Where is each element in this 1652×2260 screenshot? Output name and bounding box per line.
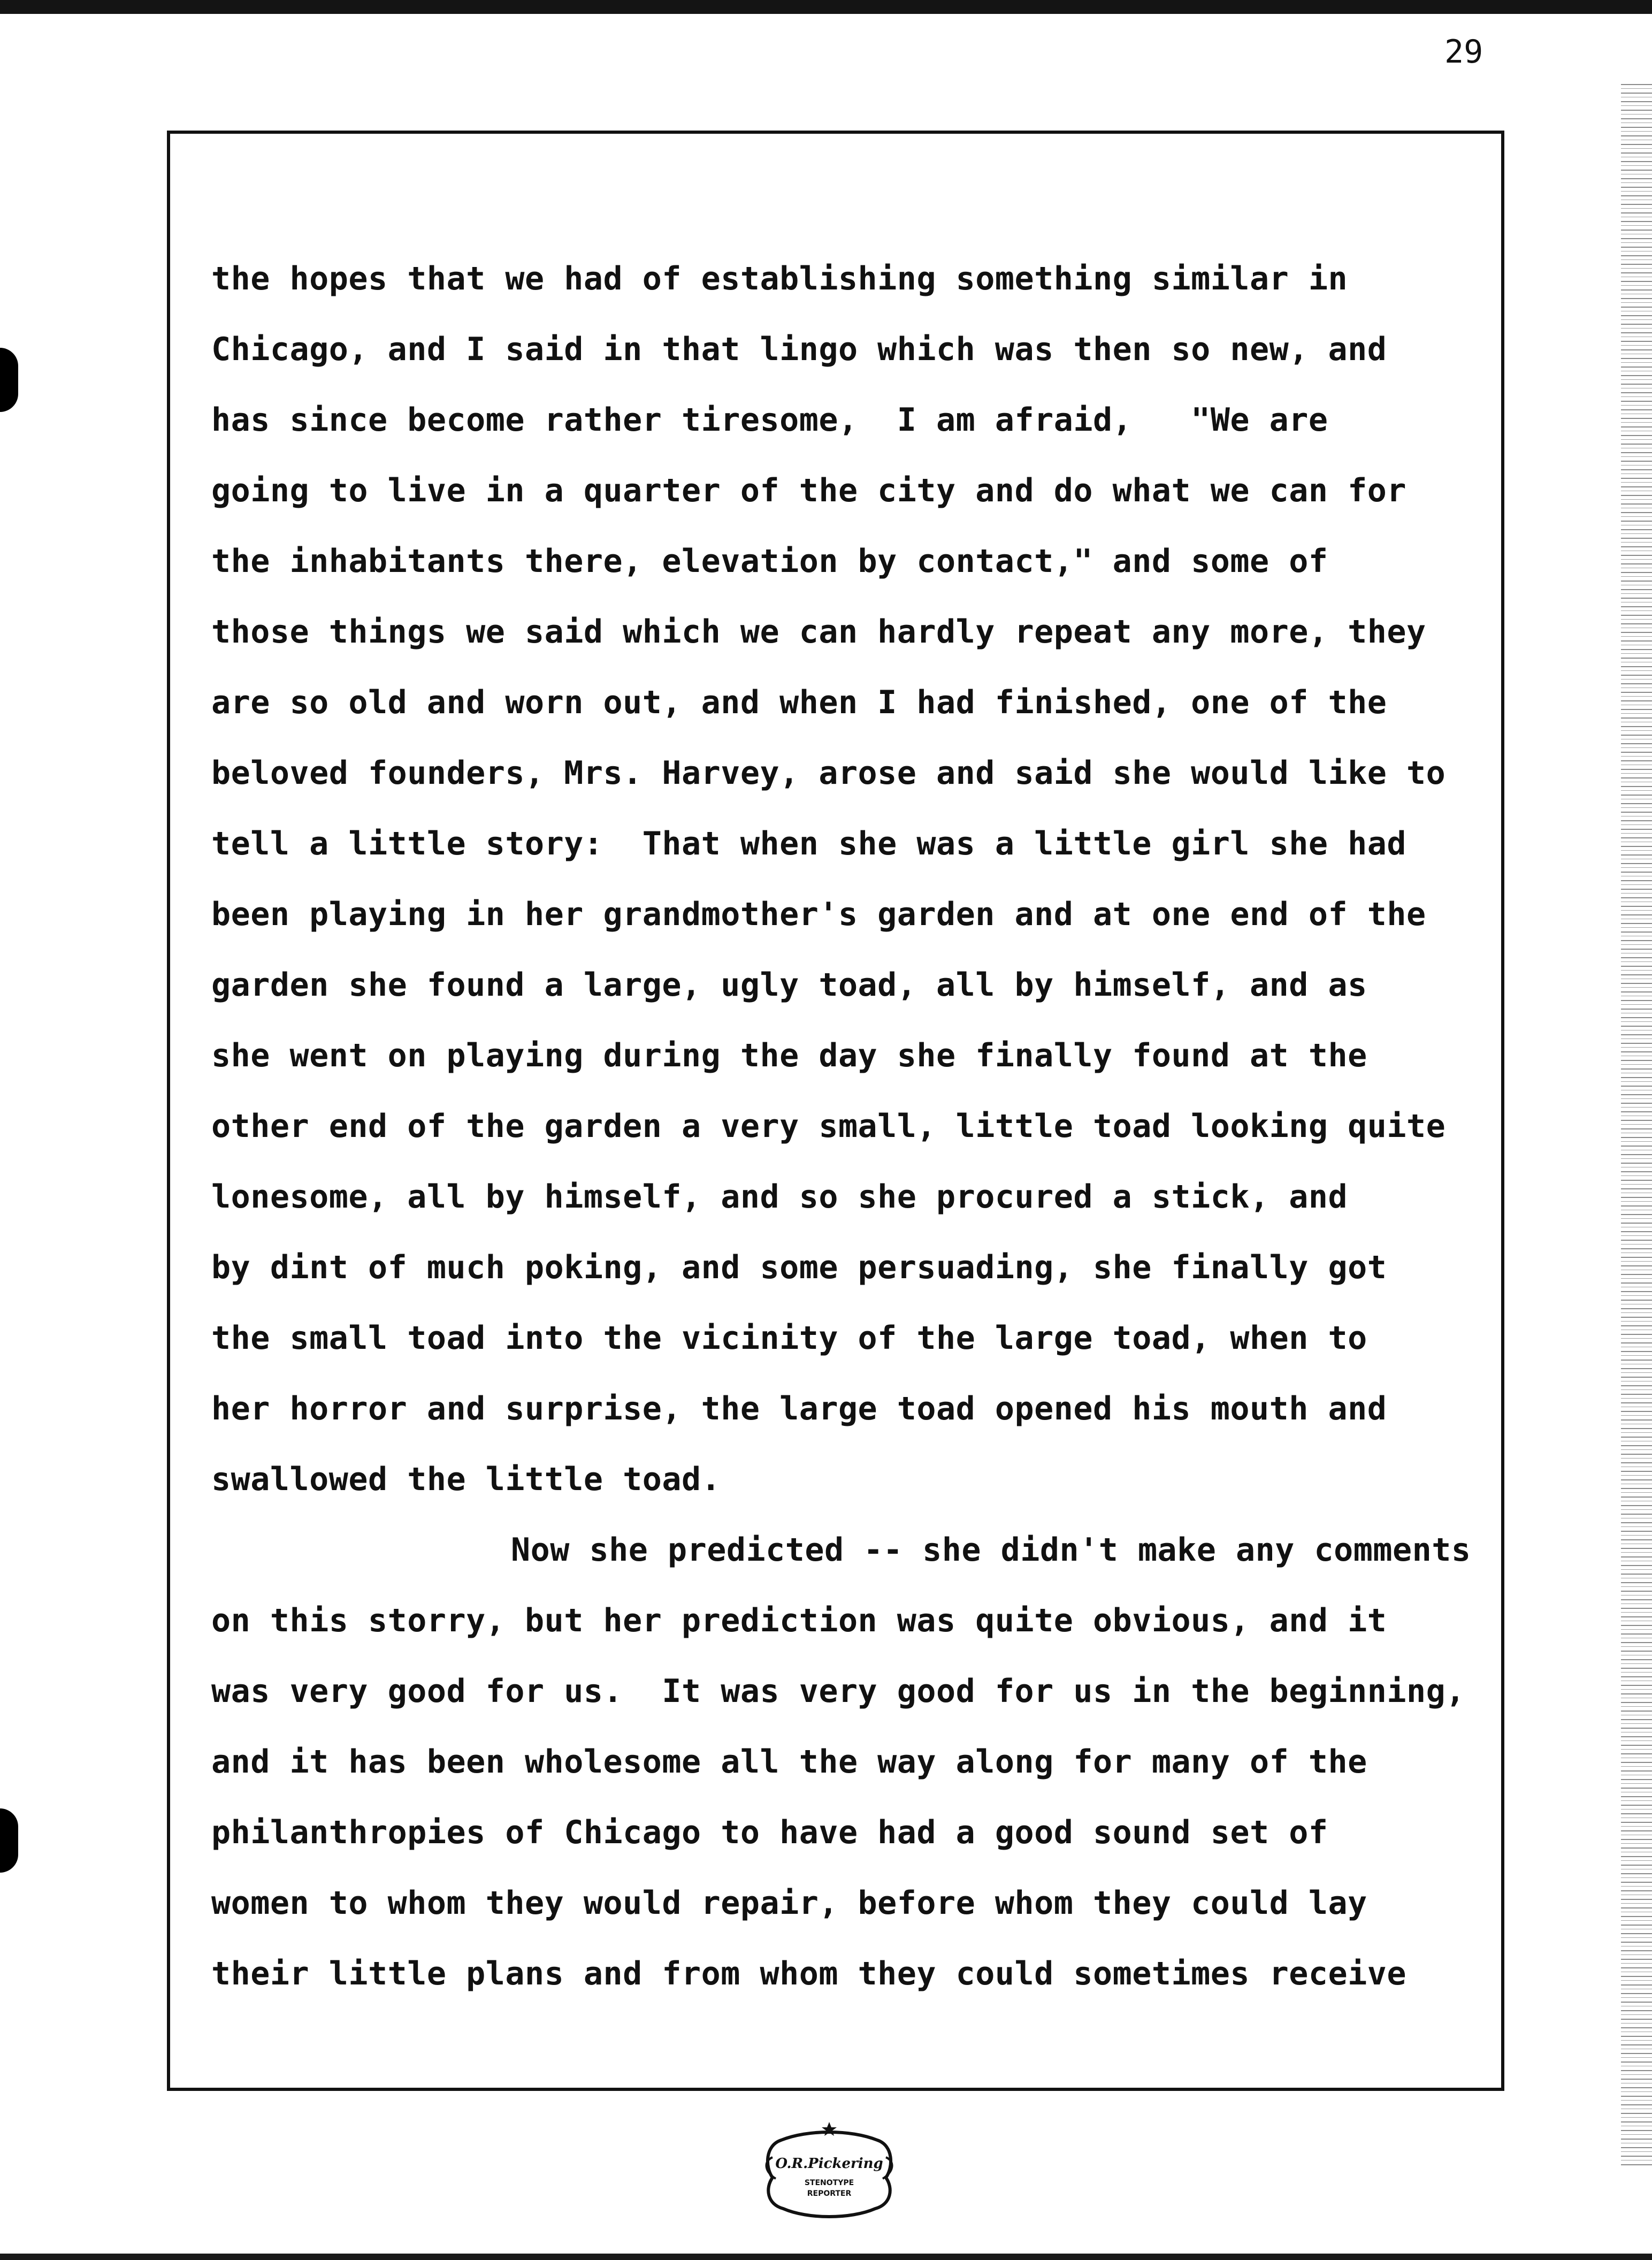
punch-hole-top — [0, 348, 18, 412]
seal-line-2: REPORTER — [807, 2189, 852, 2198]
seal-signature: O.R.Pickering — [775, 2156, 883, 2172]
text-line: garden she found a large, ugly toad, all by himself, and as — [211, 966, 1367, 1004]
text-line: on this storry, but her prediction was quite obvious, and it — [211, 1602, 1387, 1639]
text-line: other end of the garden a very small, little toad looking quite — [211, 1108, 1446, 1145]
text-line: lonesome, all by himself, and so she procured a stick, and — [211, 1178, 1348, 1216]
text-line: the hopes that we had of establishing something similar in — [211, 260, 1348, 297]
scan-right-edge — [1621, 80, 1652, 2167]
text-line: going to live in a quarter of the city and do what we can for — [211, 472, 1407, 509]
text-line: beloved founders, Mrs. Harvey, arose and said she would like to — [211, 754, 1446, 792]
punch-hole-bottom — [0, 1808, 18, 1873]
text-line: the small toad into the vicinity of the large toad, when to — [211, 1319, 1367, 1357]
text-line: tell a little story: That when she was a little girl she had — [211, 825, 1407, 862]
text-line: by dint of much poking, and some persuading, she finally got — [211, 1249, 1387, 1286]
page-number: 29 — [1444, 33, 1483, 71]
text-line-indented: Now she predicted -- she didn't make any comments — [511, 1531, 1471, 1569]
text-line: been playing in her grandmother's garden and at one end of the — [211, 896, 1426, 933]
text-line: was very good for us. It was very good for us in the beginning, — [211, 1673, 1465, 1710]
seal-line-1: STENOTYPE — [804, 2179, 854, 2187]
scan-bottom-edge — [0, 2254, 1652, 2260]
text-line: Chicago, and I said in that lingo which was then so new, and — [211, 331, 1387, 368]
transcript-body — [211, 243, 1517, 2009]
reporter-seal-logo — [760, 2119, 899, 2226]
text-line: women to whom they would repair, before whom they could lay — [211, 1884, 1367, 1922]
text-line: her horror and surprise, the large toad opened his mouth and — [211, 1390, 1387, 1427]
text-line: their little plans and from whom they could sometimes receive — [211, 1955, 1407, 1992]
text-line: philanthropies of Chicago to have had a good sound set of — [211, 1814, 1328, 1851]
text-line: has since become rather tiresome, I am afraid, "We are — [211, 401, 1328, 439]
text-line: and it has been wholesome all the way along for many of the — [211, 1743, 1367, 1781]
text-line: those things we said which we can hardly repeat any more, they — [211, 613, 1426, 651]
text-line: are so old and worn out, and when I had finished, one of the — [211, 684, 1387, 721]
text-line: the inhabitants there, elevation by contact," and some of — [211, 543, 1328, 580]
text-line: swallowed the little toad. — [211, 1461, 721, 1498]
scan-top-edge — [0, 0, 1652, 14]
text-line: she went on playing during the day she finally found at the — [211, 1037, 1367, 1074]
seal-cartouche — [768, 2132, 891, 2217]
